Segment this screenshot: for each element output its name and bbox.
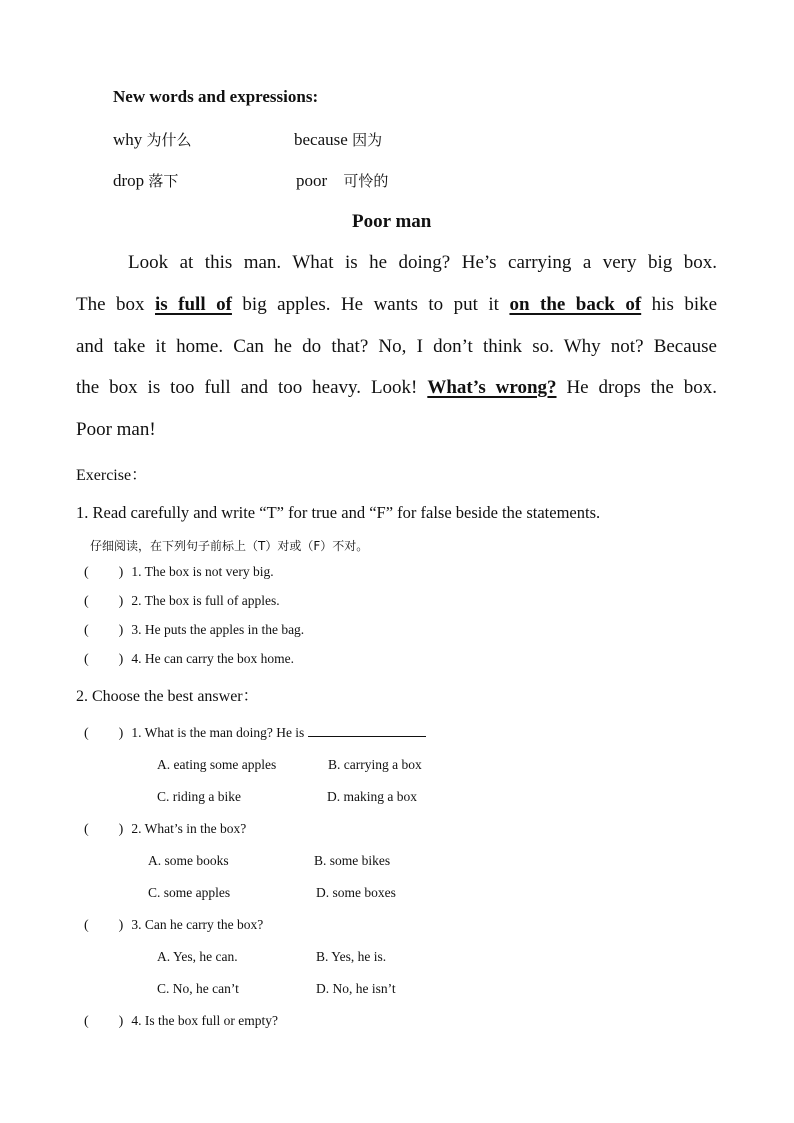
answer-paren-open: (: [84, 918, 89, 933]
tf-statement: 2. The box is full of apples.: [131, 593, 280, 608]
underlined-phrase: What’s wrong?: [427, 377, 557, 398]
vocab-word: drop: [113, 171, 145, 190]
question-text: 3. Can he carry the box?: [131, 917, 264, 932]
answer-paren-close: ): [118, 623, 124, 638]
answer-paren-close: ): [118, 726, 124, 741]
answer-paren-close: ): [118, 918, 124, 933]
underlined-phrase: is full of: [155, 294, 232, 315]
answer-paren-close: ): [118, 565, 124, 580]
option: C. some apples: [148, 885, 231, 900]
answer-blank: [308, 724, 426, 737]
passage-line: [76, 377, 717, 399]
part2-title: 2. Choose the best answer：: [76, 688, 259, 705]
exercise-heading: Exercise：: [76, 467, 148, 484]
mc-question: [84, 820, 246, 838]
passage-text: The box: [76, 294, 145, 315]
tf-item: [84, 563, 274, 581]
answer-paren-open: (: [84, 726, 89, 741]
vocab-translation: 落下: [148, 172, 179, 190]
option: D. No, he isn’t: [316, 981, 396, 996]
passage-text: big apples. He wants to put it: [242, 294, 499, 315]
answer-paren-open: (: [84, 1014, 89, 1029]
option: A. eating some apples: [157, 757, 277, 772]
question-text: 4. Is the box full or empty?: [131, 1013, 278, 1028]
answer-paren-open: (: [84, 822, 89, 837]
option: C. riding a bike: [157, 789, 241, 804]
tf-statement: 4. He can carry the box home.: [131, 651, 295, 666]
underlined-phrase: on the back of: [509, 294, 642, 315]
mc-question: [84, 1012, 278, 1030]
option: B. Yes, he is.: [316, 949, 387, 964]
vocab-word: because: [294, 130, 348, 149]
passage-text: the box is too full and too heavy. Look!: [76, 377, 418, 398]
answer-paren-open: (: [84, 623, 89, 638]
vocab-heading: New words and expressions:: [113, 87, 319, 106]
vocab-translation: 因为: [352, 131, 383, 149]
answer-paren-open: (: [84, 594, 89, 609]
tf-statement: 1. The box is not very big.: [131, 564, 274, 579]
vocab-item-drop: [113, 170, 178, 191]
answer-paren-open: (: [84, 565, 89, 580]
passage-line: [76, 294, 717, 316]
option: C. No, he can’t: [157, 981, 239, 996]
vocab-translation: 为什么: [146, 131, 192, 149]
passage-line: Poor man!: [76, 419, 156, 440]
vocab-translation: 可怜的: [343, 172, 389, 190]
answer-paren-close: ): [118, 594, 124, 609]
answer-paren-close: ): [118, 1014, 124, 1029]
vocab-word: poor: [296, 171, 328, 190]
passage-line: Look at this man. What is he doing? He’s carrying a very big box.: [128, 252, 717, 273]
option: D. some boxes: [316, 885, 396, 900]
part1-title: 1. Read carefully and write “T” for true and “F” for false beside the statements.: [76, 503, 601, 522]
option: D. making a box: [327, 789, 417, 804]
tf-item: [84, 592, 280, 610]
answer-paren-open: (: [84, 652, 89, 667]
vocab-item-poor: [296, 170, 388, 191]
option: B. carrying a box: [328, 757, 422, 772]
option: B. some bikes: [314, 853, 391, 868]
tf-statement: 3. He puts the apples in the bag.: [131, 622, 305, 637]
vocab-item-why: [113, 129, 192, 150]
tf-item: [84, 621, 304, 639]
answer-paren-close: ): [118, 652, 124, 667]
vocab-word: why: [113, 130, 143, 149]
passage-line: and take it home. Can he do that? No, I don’t think so. Why not? Because: [76, 336, 717, 357]
option: A. some books: [148, 853, 229, 868]
question-text: 2. What’s in the box?: [131, 821, 247, 836]
passage-text: his bike: [651, 294, 718, 315]
vocab-item-because: [294, 129, 382, 150]
tf-item: [84, 650, 294, 668]
passage-title: Poor man: [352, 211, 432, 232]
passage-text: He drops the box.: [566, 377, 718, 398]
mc-question: [84, 916, 263, 934]
question-text: 1. What is the man doing? He is: [131, 725, 305, 740]
mc-question: [84, 724, 426, 742]
part1-instruction: 仔细阅读，在下列句子前标上（T）对或（F）不对。: [90, 539, 369, 553]
option: A. Yes, he can.: [157, 949, 238, 964]
answer-paren-close: ): [118, 822, 124, 837]
